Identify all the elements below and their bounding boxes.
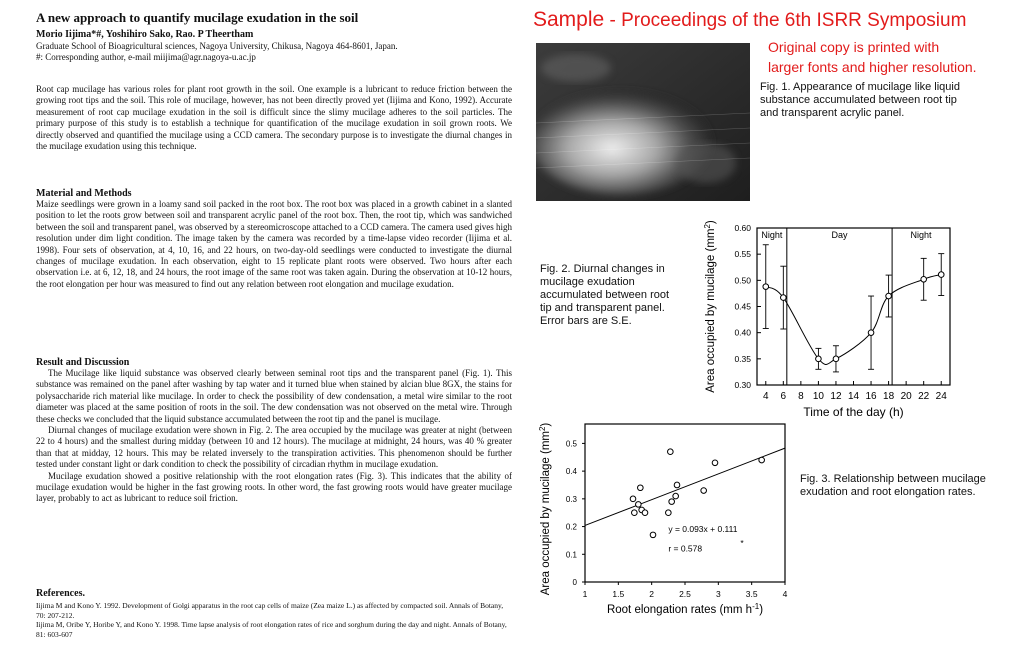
results-heading: Result and Discussion (36, 357, 130, 368)
data-point (712, 460, 718, 466)
y-tick-label: 0.30 (734, 380, 751, 390)
x-tick-label: 1.5 (612, 589, 625, 599)
plot-frame (585, 424, 785, 582)
x-tick-label: 8 (798, 391, 804, 402)
references-list (36, 601, 512, 639)
fig3-scatter-chart (535, 420, 795, 645)
sample-proceedings: - Proceedings of the 6th ISRR Symposium (604, 10, 967, 31)
reference-item: Iijima M, Oribe Y, Horibe Y, and Kono Y. 1998. Time lapse analysis of root elongation rates of rice and sorghum during the day and night. Annals of Botany, 81: 603-607 (36, 620, 507, 639)
y-tick-label: 0.55 (734, 249, 751, 260)
x-tick-label: 20 (900, 391, 912, 402)
data-point (759, 457, 765, 463)
results-section (36, 368, 512, 505)
x-tick-label: 1 (582, 589, 588, 599)
x-tick-label: 18 (883, 391, 895, 402)
x-tick-label: 10 (812, 391, 824, 402)
x-axis-label: Root elongation rates (mm $h^{-1}$) (606, 601, 764, 616)
x-tick-label: 4 (782, 589, 788, 599)
x-tick-label: 24 (935, 391, 947, 402)
paper-title: A new approach to quantify mucilage exudation in the soil (36, 10, 359, 25)
methods-paragraph: Maize seedlings were grown in a loamy sand soil packed in the root box. The root box was placed in a growth cabinet in a slanted position to let the roots grow between soil and transparent acrylic panel of the root box. Then, the root tip, which was sandwiched between the soil and transparent panel, was observed by a stereomicroscope attached to a CCD camera. The camera used gives high resolution under dim light condition. The image taken by the camera was recorded by a time-lapse video recorder (Iijima et al. 1998). Four sets of observation, at 4, 10, 16, and 22 hours, on two-day-old seedlings were conducted to investigate the diurnal changes of mucilage exudation. In each observation, eight to 15 replicate plant roots were observed. Two hours after each observation i.e. at 6, 12, 18, and 24 hours, the root image of the same root was taken again. During the observation at 10-12 hours, the root elongation per hour was measured to find out any relation between root elongation and mucilage exudation. (36, 199, 512, 289)
y-tick-label: 0 (572, 578, 577, 587)
data-point (816, 356, 822, 362)
methods-heading: Material and Methods (36, 188, 132, 199)
data-point (833, 356, 839, 362)
regression-equation: y = 0.093x + 0.111 (668, 524, 738, 535)
plot-frame (757, 228, 950, 385)
period-label: Night (761, 230, 783, 240)
y-tick-label: 0.40 (734, 327, 751, 338)
references-heading: References. (36, 588, 85, 599)
data-point (674, 482, 680, 488)
x-tick-label: 3.5 (745, 589, 758, 599)
significance-marker: * (740, 537, 744, 548)
affiliation: Graduate School of Bioagricultural sciences, Nagoya University, Chikusa, Nagoya 464-8601, Japan. (36, 41, 398, 51)
sample-word: Sample (533, 8, 605, 31)
fig2-diurnal-chart (700, 218, 960, 423)
results-paragraph-3: Mucilage exudation showed a positive relationship with the root elongation rates (Fig. 3). This indicates that the ability of mucilage exudation would be higher in the fast growing roots. In other word, the fast growing roots would have greater mucilage layer, probably to act as lubricant to reduce soil friction. (36, 470, 512, 504)
affiliation-block (36, 41, 516, 63)
x-axis-label: Time of the day (h) (803, 405, 904, 419)
data-point (938, 272, 944, 278)
y-axis-label: Area occupied by mucilage $(mm^2)$ (537, 422, 552, 596)
fig1-caption: Fig. 1. Appearance of mucilage like liquid substance accumulated between root tip and transparent acrylic panel. (760, 81, 960, 119)
data-point (636, 502, 642, 508)
x-tick-label: 14 (847, 391, 860, 402)
period-label: Day (831, 230, 848, 240)
fig2-caption: Fig. 2. Diurnal changes in mucilage exudation accumulated between root tip and transparent panel. Error bars are S.E. (540, 263, 670, 327)
correspondence: #: Corresponding author, e-mail miijima@agr.nagoya-u.ac.jp (36, 52, 256, 62)
data-point (632, 510, 638, 516)
x-tick-label: 12 (830, 391, 842, 402)
period-label: Night (910, 230, 932, 240)
y-tick-label: 0.5 (565, 439, 577, 449)
y-tick-label: 0.3 (565, 494, 577, 504)
x-tick-label: 6 (780, 391, 787, 402)
data-point (701, 488, 707, 494)
y-tick-label: 0.2 (565, 522, 577, 532)
results-paragraph-1: The Mucilage like liquid substance was observed clearly between seminal root tips and the transparent panel (Fig. 1). This substance was remained on the panel after washing by tap water and it turned blue when stained by alcian blue 8GX, the stains for polysaccharide rich material like mucilage. In order to check the possibility of dew condensation, a metal wire similar to the root diameter was placed at the same position of roots in the soil. The dew condensation was not observed on the metal wire. Through these checks we concluded that the liquid substance accumulated between the root tip and the panel is mucilage. (36, 368, 512, 424)
original-copy-note (768, 37, 977, 77)
data-point (886, 293, 892, 299)
y-tick-label: 0.1 (565, 550, 577, 560)
results-paragraph-2: Diurnal changes of mucilage exudation were shown in Fig. 2. The area occupied by the mucilage was greater at night (between 22 to 4 hours) and the smallest during midday (between 10 and 12 hours). The mucilage at midnight, 24 hours, was 40 % greater than that at midday, 12 hours. This may be related inversely to the transpiration activities. This phenomenon should be further tested under constant light or dark condition to check the possibility of circadian rhythm in mucilage exudation. (36, 425, 512, 470)
fig1-micrograph (536, 43, 750, 201)
data-point (763, 284, 769, 290)
correlation-coefficient: r = 0.578 (668, 543, 703, 554)
data-point (638, 485, 644, 491)
data-point (669, 499, 675, 505)
y-tick-label: 0.50 (734, 275, 751, 286)
x-tick-label: 2 (649, 589, 655, 599)
y-tick-label: 0.4 (565, 467, 577, 477)
sample-banner (533, 8, 966, 32)
x-tick-label: 2.5 (679, 589, 691, 599)
fig3-caption: Fig. 3. Relationship between mucilage exudation and root elongation rates. (800, 473, 986, 498)
trendline (585, 448, 785, 525)
intro-paragraph: Root cap mucilage has various roles for plant root growth in the soil. One example is a lubricant to reduce friction between the growing root tips and the soil. This role of mucilage, however, has not been directly proved yet (Iijima and Kono, 1992). Accurate measurement of root cap mucilage exudation in the soil is difficult since the slimy mucilage adheres to the soil particles. The primary purpose of this study is to establish a technique for quantification of the mucilage exudation in soil grown roots. We directly observed and quantified the mucilage using a CCD camera. The secondary purpose is to investigate the diurnal changes in the mucilage exudation using this technique. (36, 84, 512, 152)
data-point (650, 532, 656, 538)
data-point (921, 276, 927, 282)
x-tick-label: 22 (918, 391, 930, 402)
x-tick-label: 3 (715, 589, 721, 599)
y-axis-label: Area occupied by mucilage $(mm^2)$ (702, 220, 717, 393)
data-point (642, 510, 648, 516)
data-point (868, 330, 874, 336)
data-point (673, 493, 679, 499)
x-tick-label: 16 (865, 391, 877, 402)
y-tick-label: 0.60 (734, 223, 751, 233)
series-line (766, 275, 941, 365)
x-tick-label: 4 (762, 391, 769, 402)
reference-item: Iijima M and Kono Y. 1992. Development of Golgi apparatus in the root cap cells of maize (Zea maize L.) as affected by compacted soil. Annals of Botany, 70: 207-212. (36, 601, 504, 620)
y-tick-label: 0.45 (734, 301, 751, 312)
paper-authors: Morio Iijima*#, Yoshihiro Sako, Rao. P Theertham (36, 29, 254, 40)
data-point (630, 496, 636, 502)
data-point (666, 510, 672, 516)
original-note-line-2: larger fonts and higher resolution. (768, 59, 977, 75)
data-point (781, 295, 787, 301)
original-note-line-1: Original copy is printed with (768, 39, 940, 55)
data-point (668, 449, 674, 455)
y-tick-label: 0.35 (734, 353, 751, 364)
